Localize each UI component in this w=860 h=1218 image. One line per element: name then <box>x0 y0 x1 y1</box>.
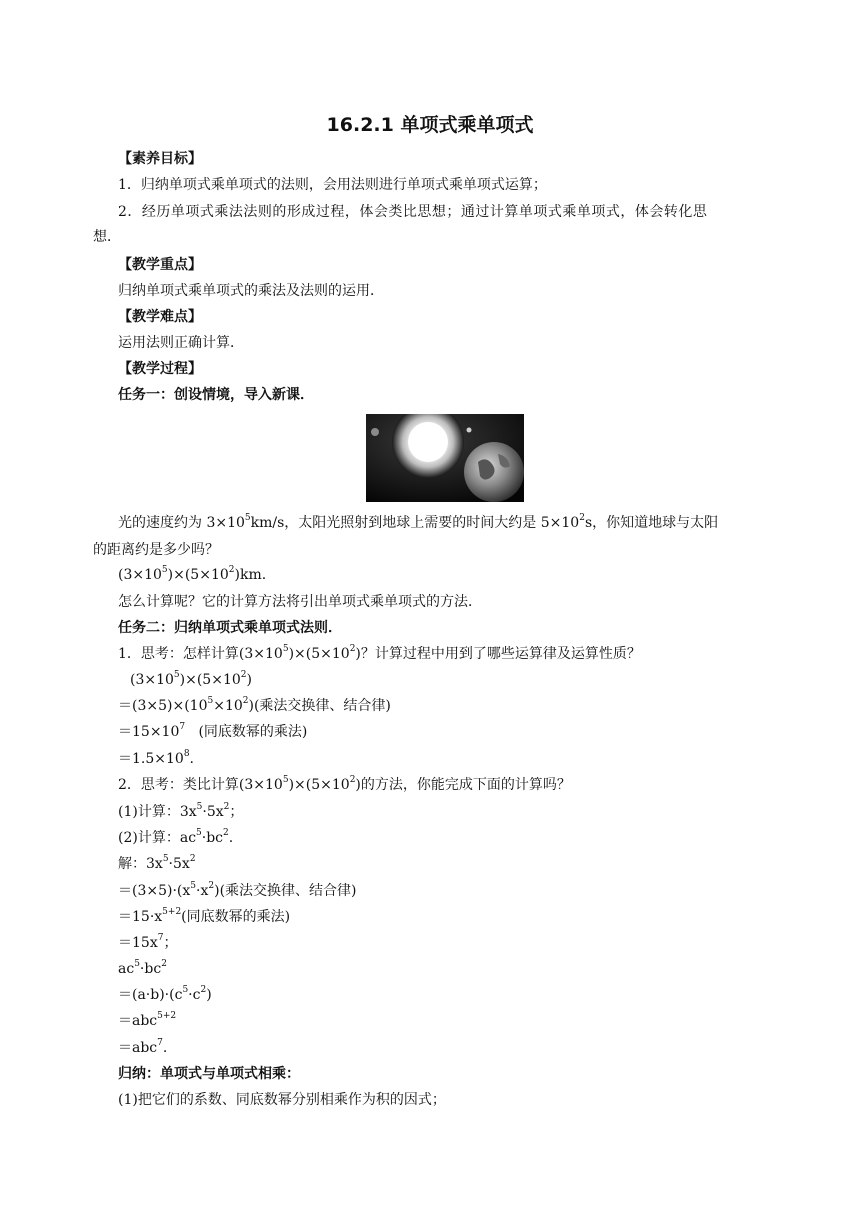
step-1: $(3\times 10^5)\times(5\times 10^2)$ <box>130 670 252 688</box>
difficulty-text: 运用法则正确计算． <box>118 335 244 351</box>
distance-expression: $(3\times 10^5)\times(5\times 10^2)km$. <box>118 565 267 583</box>
solution-line-2: $=(3\times 5)\cdot(x^5\cdot x^2)$(乘法交换律、结合律) <box>118 881 357 899</box>
solution-line-1: 解：$3x^5\cdot 5x^2$ <box>118 854 196 872</box>
light-speed-line-2: 的距离约是多少吗？ <box>93 542 219 558</box>
step-4: $=1.5\times 10^8$. <box>118 749 194 767</box>
key-heading: 【教学重点】 <box>118 257 202 273</box>
task1-heading: 任务一：创设情境，导入新课． <box>118 387 314 403</box>
sun-earth-space-image <box>366 414 524 502</box>
solution-line-4: $=15x^7$； <box>118 933 178 951</box>
solution-2-line-2: $=(a\cdot b)\cdot(c^5\cdot c^2)$ <box>118 985 212 1003</box>
solution-line-3: $=15\cdot x^{5+2}$(同底数幂的乘法) <box>118 907 291 925</box>
solution-2-line-4: ＝abc$^7$. <box>118 1038 168 1056</box>
goal-item-2-cont: 想． <box>93 229 121 245</box>
light-speed-text-c: s，你知道地球与太阳 <box>584 515 719 531</box>
sup-2: 2 <box>579 513 585 524</box>
page-title: 16.2.1 单项式乘单项式 <box>326 114 534 136</box>
light-speed-line-1 <box>118 514 718 532</box>
goal-item-1: 1．归纳单项式乘单项式的法则，会用法则进行单项式乘单项式运算； <box>118 177 547 193</box>
step-3: $=15\times 10^7$ (同底数幂的乘法) <box>118 722 308 740</box>
difficulty-heading: 【教学难点】 <box>118 309 202 325</box>
how-to-calc-text: 怎么计算呢？它的计算方法将引出单项式乘单项式的方法． <box>118 594 482 610</box>
key-text: 归纳单项式乘单项式的乘法及法则的运用． <box>118 283 384 299</box>
rule-1: (1)把它们的系数、同底数幂分别相乘作为积的因式； <box>118 1092 446 1108</box>
task2-heading: 任务二：归纳单项式乘单项式法则． <box>118 620 342 636</box>
question-2: (2)计算：$ac^5\cdot bc^2$. <box>118 828 234 846</box>
think-1: 1．思考：怎样计算$(3\times 10^5)\times(5\times 10^2)$？计算过程中用到了哪些运算律及运算性质？ <box>118 644 641 662</box>
step-2: $=(3\times 5)\times(10^5\times 10^2)$(乘法交换律、结合律) <box>118 696 391 714</box>
think-2: 2．思考：类比计算$(3\times 10^5)\times(5\times 10^2)$的方法，你能完成下面的计算吗？ <box>118 775 571 793</box>
goals-heading: 【素养目标】 <box>118 151 202 167</box>
question-1: (1)计算：$3x^5\cdot 5x^2$； <box>118 802 244 820</box>
solution-2-line-3: ＝abc$^{5+2}$ <box>118 1011 177 1029</box>
solution-2-line-1: $ac^5\cdot bc^2$ <box>118 959 167 977</box>
light-speed-text-a: 光的速度约为 3×10 <box>118 515 245 531</box>
goal-item-2: 2．经历单项式乘法法则的形成过程，体会类比思想；通过计算单项式乘单项式，体会转化思 <box>118 204 708 220</box>
sup-5: 5 <box>244 513 251 524</box>
process-heading: 【教学过程】 <box>118 361 202 377</box>
summary-text: 归纳：单项式与单项式相乘： <box>118 1066 300 1082</box>
light-speed-text-b: km/s，太阳光照射到地球上需要的时间大约是 5×10 <box>250 515 580 531</box>
